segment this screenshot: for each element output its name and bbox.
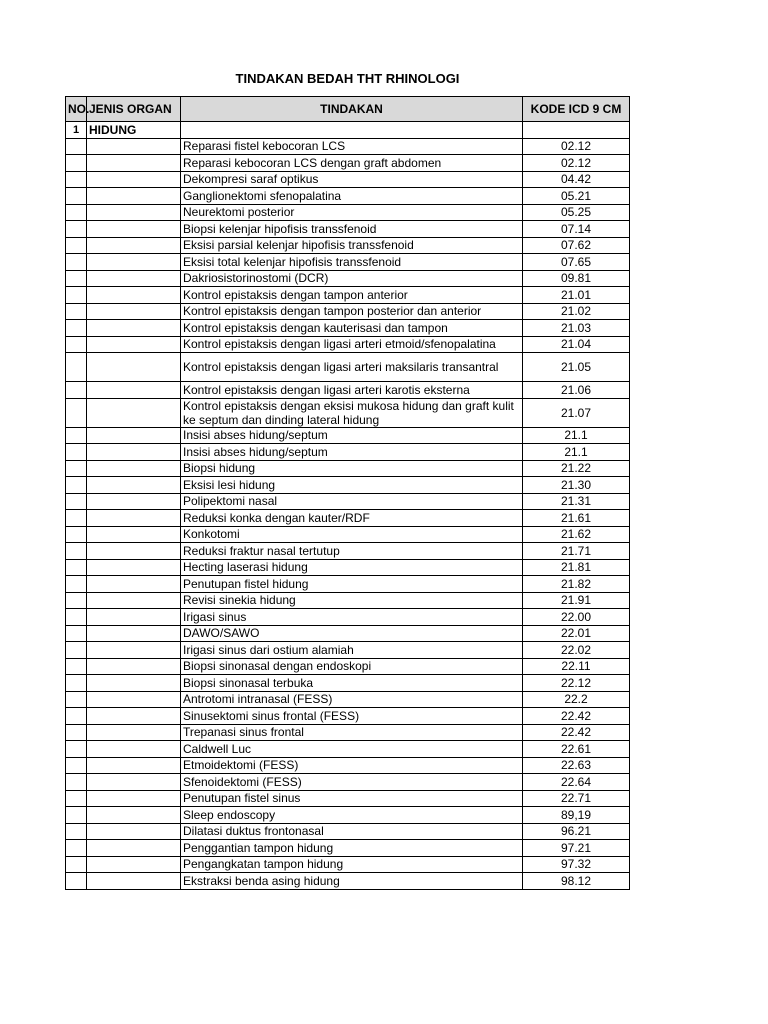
table-row (66, 320, 630, 337)
cell-code: 21.62 (523, 526, 630, 543)
cell-no (66, 398, 87, 427)
cell-action: Penutupan fistel hidung (181, 576, 523, 593)
cell-organ (87, 658, 181, 675)
table-row (66, 221, 630, 238)
cell-organ (87, 427, 181, 444)
table-row (66, 138, 630, 155)
cell-code: 07.65 (523, 254, 630, 271)
cell-code: 21.22 (523, 460, 630, 477)
header-organ: JENIS ORGAN (87, 97, 181, 122)
cell-action: Neurektomi posterior (181, 204, 523, 221)
cell-no (66, 691, 87, 708)
cell-organ (87, 188, 181, 205)
table-row (66, 609, 630, 626)
cell-no (66, 609, 87, 626)
cell-action: Dilatasi duktus frontonasal (181, 823, 523, 840)
table-row (66, 790, 630, 807)
cell-no (66, 477, 87, 494)
cell-no (66, 873, 87, 890)
table-row (66, 592, 630, 609)
cell-code: 21.02 (523, 303, 630, 320)
cell-no (66, 138, 87, 155)
table-row (66, 675, 630, 692)
cell-code: 89,19 (523, 807, 630, 824)
cell-no (66, 526, 87, 543)
cell-organ (87, 171, 181, 188)
cell-code: 05.25 (523, 204, 630, 221)
cell-no (66, 592, 87, 609)
cell-no (66, 287, 87, 304)
cell-no (66, 675, 87, 692)
cell-no (66, 510, 87, 527)
cell-organ (87, 823, 181, 840)
cell-organ (87, 708, 181, 725)
table-row (66, 188, 630, 205)
table-row (66, 708, 630, 725)
cell-code: 22.42 (523, 724, 630, 741)
cell-organ (87, 398, 181, 427)
cell-no (66, 823, 87, 840)
cell-action: Kontrol epistaksis dengan tampon posterior dan anterior (181, 303, 523, 320)
cell-action: Caldwell Luc (181, 741, 523, 758)
cell-action: Dakriosistorinostomi (DCR) (181, 270, 523, 287)
cell-no (66, 840, 87, 857)
cell-code: 21.06 (523, 382, 630, 399)
cell-action: Ekstraksi benda asing hidung (181, 873, 523, 890)
cell-organ (87, 138, 181, 155)
cell-code: 98.12 (523, 873, 630, 890)
table-row (66, 477, 630, 494)
cell-code: 04.42 (523, 171, 630, 188)
cell-code: 22.00 (523, 609, 630, 626)
cell-code: 21.82 (523, 576, 630, 593)
table-row (66, 287, 630, 304)
cell-organ (87, 382, 181, 399)
group-code-empty (523, 122, 630, 139)
table-row (66, 336, 630, 353)
cell-code: 22.11 (523, 658, 630, 675)
cell-action: Insisi abses hidung/septum (181, 427, 523, 444)
table-row (66, 642, 630, 659)
cell-code: 21.61 (523, 510, 630, 527)
cell-action: Sinusektomi sinus frontal (FESS) (181, 708, 523, 725)
table-row (66, 353, 630, 382)
cell-action: Eksisi lesi hidung (181, 477, 523, 494)
cell-no (66, 204, 87, 221)
table-row (66, 625, 630, 642)
cell-no (66, 171, 87, 188)
cell-action: Kontrol epistaksis dengan ligasi arteri maksilaris transantral (181, 353, 523, 382)
cell-no (66, 320, 87, 337)
cell-action: Kontrol epistaksis dengan tampon anterior (181, 287, 523, 304)
cell-organ (87, 724, 181, 741)
cell-code: 21.04 (523, 336, 630, 353)
header-code: KODE ICD 9 CM (523, 97, 630, 122)
cell-action: Ganglionektomi sfenopalatina (181, 188, 523, 205)
cell-organ (87, 559, 181, 576)
group-no: 1 (66, 122, 87, 139)
cell-code: 21.31 (523, 493, 630, 510)
cell-no (66, 625, 87, 642)
cell-organ (87, 625, 181, 642)
cell-organ (87, 642, 181, 659)
table-row (66, 774, 630, 791)
cell-no (66, 724, 87, 741)
cell-code: 22.63 (523, 757, 630, 774)
cell-organ (87, 254, 181, 271)
cell-organ (87, 460, 181, 477)
cell-code: 02.12 (523, 155, 630, 172)
cell-action: Kontrol epistaksis dengan kauterisasi dan tampon (181, 320, 523, 337)
cell-no (66, 427, 87, 444)
cell-no (66, 708, 87, 725)
cell-organ (87, 336, 181, 353)
header-action: TINDAKAN (181, 97, 523, 122)
cell-action: Penggantian tampon hidung (181, 840, 523, 857)
cell-organ (87, 856, 181, 873)
cell-code: 22.71 (523, 790, 630, 807)
cell-action: Kontrol epistaksis dengan ligasi arteri karotis eksterna (181, 382, 523, 399)
table-row (66, 303, 630, 320)
cell-organ (87, 444, 181, 461)
table-row (66, 382, 630, 399)
cell-action: Etmoidektomi (FESS) (181, 757, 523, 774)
cell-no (66, 188, 87, 205)
cell-code: 02.12 (523, 138, 630, 155)
cell-action: DAWO/SAWO (181, 625, 523, 642)
cell-code: 21.1 (523, 444, 630, 461)
procedure-table (65, 96, 630, 890)
cell-code: 22.2 (523, 691, 630, 708)
cell-organ (87, 221, 181, 238)
cell-organ (87, 807, 181, 824)
cell-action: Eksisi parsial kelenjar hipofisis transsfenoid (181, 237, 523, 254)
cell-organ (87, 757, 181, 774)
cell-no (66, 790, 87, 807)
cell-organ (87, 873, 181, 890)
cell-code: 22.01 (523, 625, 630, 642)
table-row (66, 493, 630, 510)
cell-action: Trepanasi sinus frontal (181, 724, 523, 741)
table-row (66, 155, 630, 172)
cell-code: 21.07 (523, 398, 630, 427)
cell-organ (87, 320, 181, 337)
cell-no (66, 493, 87, 510)
cell-code: 22.64 (523, 774, 630, 791)
cell-code: 22.02 (523, 642, 630, 659)
cell-code: 22.61 (523, 741, 630, 758)
cell-organ (87, 691, 181, 708)
table-row (66, 171, 630, 188)
cell-code: 05.21 (523, 188, 630, 205)
cell-action: Kontrol epistaksis dengan ligasi arteri etmoid/sfenopalatina (181, 336, 523, 353)
cell-organ (87, 576, 181, 593)
cell-action: Konkotomi (181, 526, 523, 543)
cell-code: 21.30 (523, 477, 630, 494)
cell-organ (87, 741, 181, 758)
cell-action: Kontrol epistaksis dengan eksisi mukosa hidung dan graft kulit ke septum dan dinding lateral hidung (181, 398, 523, 427)
table-row (66, 840, 630, 857)
table-row (66, 444, 630, 461)
table-row (66, 254, 630, 271)
table-row (66, 741, 630, 758)
cell-code: 96.21 (523, 823, 630, 840)
table-row (66, 658, 630, 675)
group-organ: HIDUNG (87, 122, 181, 139)
cell-action: Biopsi kelenjar hipofisis transsfenoid (181, 221, 523, 238)
cell-organ (87, 790, 181, 807)
cell-no (66, 382, 87, 399)
cell-action: Sleep endoscopy (181, 807, 523, 824)
cell-no (66, 774, 87, 791)
cell-action: Dekompresi saraf optikus (181, 171, 523, 188)
cell-code: 21.91 (523, 592, 630, 609)
cell-organ (87, 526, 181, 543)
group-action-empty (181, 122, 523, 139)
table-row (66, 691, 630, 708)
cell-no (66, 543, 87, 560)
table-row (66, 757, 630, 774)
cell-action: Reduksi fraktur nasal tertutup (181, 543, 523, 560)
cell-organ (87, 237, 181, 254)
cell-organ (87, 303, 181, 320)
cell-action: Pengangkatan tampon hidung (181, 856, 523, 873)
cell-organ (87, 840, 181, 857)
cell-code: 21.1 (523, 427, 630, 444)
cell-no (66, 303, 87, 320)
table-row (66, 807, 630, 824)
cell-no (66, 576, 87, 593)
table-row (66, 427, 630, 444)
table-row (66, 510, 630, 527)
cell-no (66, 741, 87, 758)
cell-action: Biopsi sinonasal terbuka (181, 675, 523, 692)
cell-no (66, 221, 87, 238)
group-row (66, 122, 630, 139)
cell-action: Penutupan fistel sinus (181, 790, 523, 807)
cell-action: Hecting laserasi hidung (181, 559, 523, 576)
table-row (66, 237, 630, 254)
table-row (66, 724, 630, 741)
cell-organ (87, 510, 181, 527)
table-row (66, 559, 630, 576)
cell-no (66, 254, 87, 271)
table-row (66, 270, 630, 287)
cell-organ (87, 609, 181, 626)
table-row (66, 398, 630, 427)
cell-action: Antrotomi intranasal (FESS) (181, 691, 523, 708)
cell-no (66, 856, 87, 873)
table-row (66, 856, 630, 873)
cell-action: Revisi sinekia hidung (181, 592, 523, 609)
cell-action: Polipektomi nasal (181, 493, 523, 510)
table-row (66, 526, 630, 543)
cell-no (66, 155, 87, 172)
cell-code: 22.12 (523, 675, 630, 692)
cell-no (66, 336, 87, 353)
cell-code: 97.32 (523, 856, 630, 873)
cell-no (66, 559, 87, 576)
cell-code: 97.21 (523, 840, 630, 857)
cell-action: Irigasi sinus (181, 609, 523, 626)
cell-code: 07.62 (523, 237, 630, 254)
cell-no (66, 460, 87, 477)
cell-organ (87, 155, 181, 172)
cell-no (66, 658, 87, 675)
cell-code: 09.81 (523, 270, 630, 287)
cell-action: Biopsi hidung (181, 460, 523, 477)
cell-organ (87, 493, 181, 510)
cell-action: Insisi abses hidung/septum (181, 444, 523, 461)
cell-action: Irigasi sinus dari ostium alamiah (181, 642, 523, 659)
cell-code: 21.71 (523, 543, 630, 560)
cell-organ (87, 270, 181, 287)
cell-action: Biopsi sinonasal dengan endoskopi (181, 658, 523, 675)
cell-action: Reparasi fistel kebocoran LCS (181, 138, 523, 155)
cell-code: 22.42 (523, 708, 630, 725)
table-row (66, 823, 630, 840)
header-no: NO. (66, 97, 87, 122)
cell-no (66, 353, 87, 382)
cell-organ (87, 675, 181, 692)
cell-organ (87, 287, 181, 304)
cell-no (66, 807, 87, 824)
cell-organ (87, 477, 181, 494)
cell-organ (87, 204, 181, 221)
cell-code: 21.01 (523, 287, 630, 304)
cell-code: 21.05 (523, 353, 630, 382)
cell-code: 21.81 (523, 559, 630, 576)
cell-no (66, 757, 87, 774)
cell-action: Eksisi total kelenjar hipofisis transsfenoid (181, 254, 523, 271)
cell-organ (87, 774, 181, 791)
cell-no (66, 270, 87, 287)
table-row (66, 873, 630, 890)
table-row (66, 576, 630, 593)
cell-code: 21.03 (523, 320, 630, 337)
cell-organ (87, 353, 181, 382)
cell-no (66, 237, 87, 254)
cell-action: Sfenoidektomi (FESS) (181, 774, 523, 791)
cell-code: 07.14 (523, 221, 630, 238)
cell-organ (87, 592, 181, 609)
cell-organ (87, 543, 181, 560)
table-row (66, 460, 630, 477)
cell-action: Reduksi konka dengan kauter/RDF (181, 510, 523, 527)
table-row (66, 204, 630, 221)
cell-action: Reparasi kebocoran LCS dengan graft abdomen (181, 155, 523, 172)
cell-no (66, 642, 87, 659)
cell-no (66, 444, 87, 461)
document-title: TINDAKAN BEDAH THT RHINOLOGI (235, 71, 460, 86)
table-header-row (66, 97, 630, 122)
table-row (66, 543, 630, 560)
